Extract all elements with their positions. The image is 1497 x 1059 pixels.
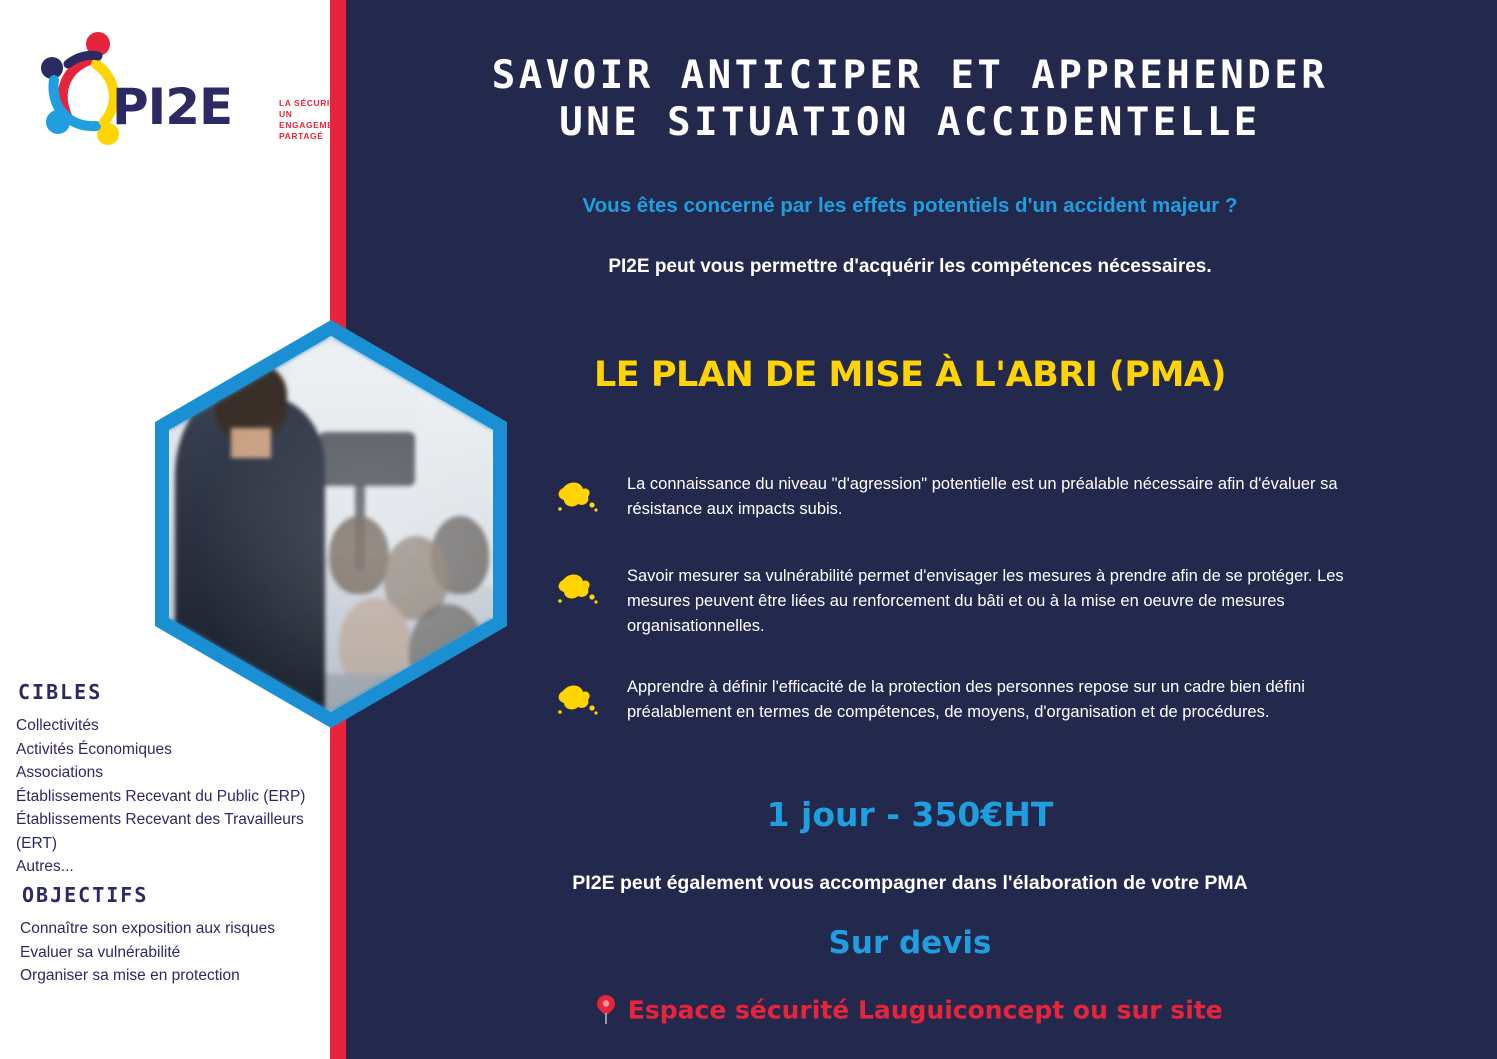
lead-question: Vous êtes concerné par les effets potentiels d'un accident majeur ? (582, 194, 1238, 217)
list-item (555, 564, 1410, 639)
page-title-line2: UNE SITUATION ACCIDENTELLE (559, 100, 1261, 145)
paint-splat-icon (555, 681, 601, 721)
logo-tagline-line1: LA SÉCURITÉ (279, 98, 342, 108)
list-item: Activités Économiques (16, 740, 172, 758)
objectifs-list (20, 917, 330, 988)
list-item: Collectivités (16, 717, 99, 734)
list-item: Associations (16, 764, 104, 781)
cibles-list (16, 714, 346, 879)
logo-tagline (279, 98, 346, 142)
logo-tagline-line2: UN ENGAGEMENT (279, 109, 346, 130)
list-item: Établissements Recevant des Travailleurs (ERT) (16, 811, 304, 852)
list-item: Connaître son exposition aux risques (20, 920, 276, 937)
price-label: 1 jour - 350€HT (766, 795, 1054, 834)
map-pin-icon (597, 995, 615, 1025)
logo-tagline-line3: PARTAGÉ (279, 131, 324, 141)
logo-wordmark: PI2E (112, 78, 233, 136)
location-label: Espace sécurité Lauguiconcept ou sur site (627, 995, 1223, 1025)
cibles-heading: CIBLES (18, 680, 103, 704)
list-item: Autres... (16, 858, 74, 875)
page-title (380, 52, 1440, 146)
program-title: LE PLAN DE MISE À L'ABRI (PMA) (594, 355, 1226, 395)
accompaniment-text: PI2E peut également vous accompagner dans l'élaboration de votre PMA (572, 872, 1248, 894)
quote-label: Sur devis (828, 925, 992, 961)
list-item: Evaluer sa vulnérabilité (20, 943, 181, 961)
paint-splat-icon (555, 570, 601, 610)
list-item: Organiser sa mise en protection (20, 967, 240, 984)
lead-answer: PI2E peut vous permettre d'acquérir les compétences nécessaires. (608, 256, 1212, 277)
list-item: Établissements Recevant du Public (ERP) (16, 787, 306, 805)
brand-logo (34, 30, 346, 155)
bullet-text: Apprendre à définir l'efficacité de la protection des personnes repose sur un cadre bien défini préalablement en termes de compétences, de moyens, d'organisation et de procédures. (627, 678, 1305, 721)
bullet-text: Savoir mesurer sa vulnérabilité permet d'envisager les mesures à prendre afin de se protéger. Les mesures peuvent être liées au renforcement du bâti et ou à la mise en oeuvre de mesures organisationnelles. (627, 567, 1344, 635)
location-row (380, 995, 1440, 1025)
objectifs-heading: OBJECTIFS (22, 883, 149, 907)
list-item (555, 675, 1410, 731)
bullet-text: La connaissance du niveau "d'agression" potentielle est un préalable nécessaire afin d'évaluer sa résistance aux impacts subis. (627, 475, 1338, 518)
paint-splat-icon (555, 478, 601, 518)
list-item (555, 472, 1410, 528)
page-title-line1: SAVOIR ANTICIPER ET APPREHENDER (491, 53, 1329, 98)
bullet-list (555, 472, 1410, 767)
